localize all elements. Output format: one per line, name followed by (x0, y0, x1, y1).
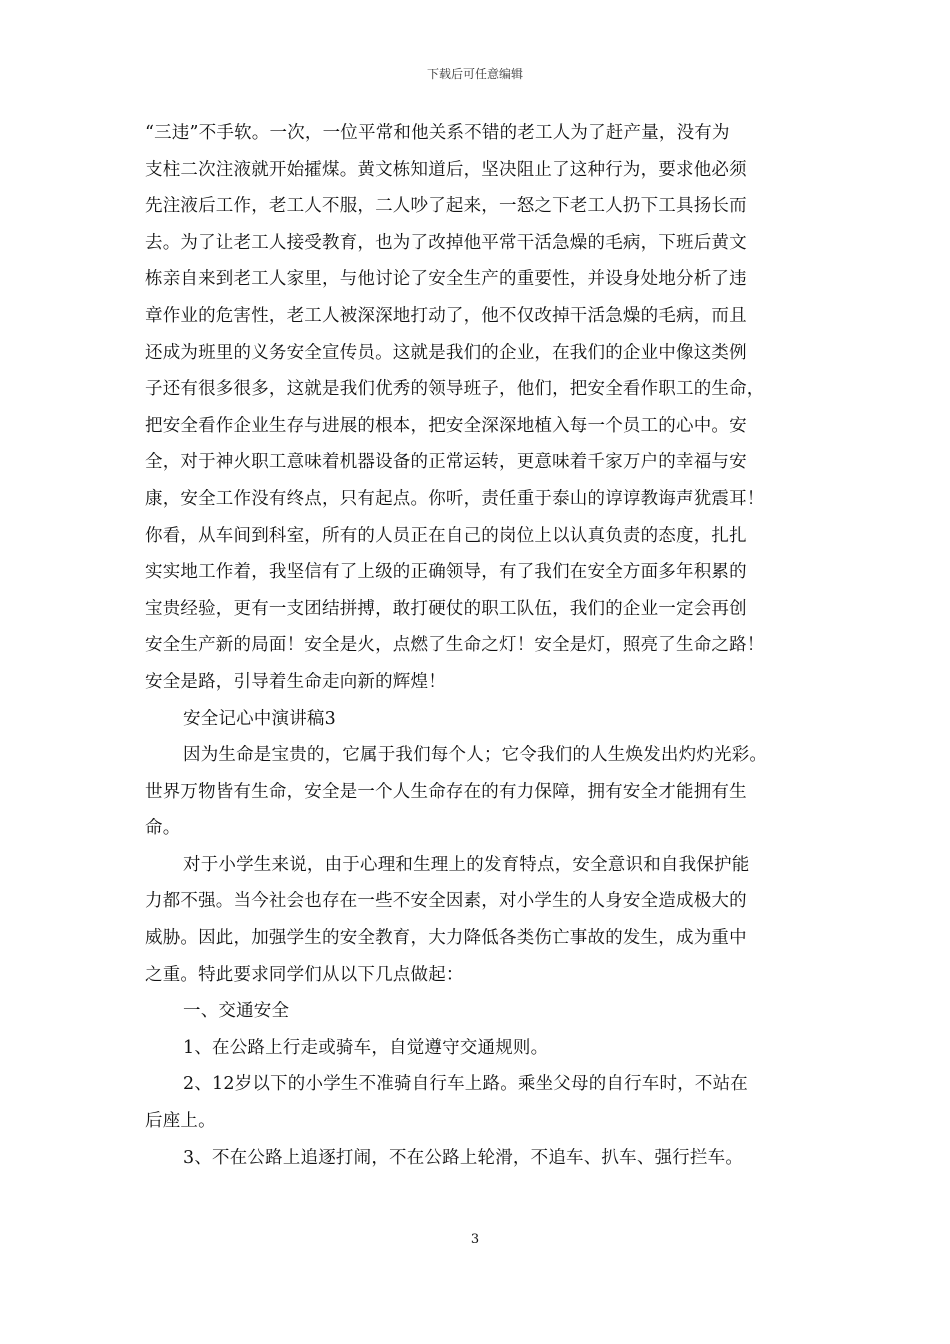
page-header: 下载后可任意编辑 (426, 67, 523, 81)
page-number: 3 (470, 1232, 480, 1247)
text-line: 3、不在公路上追逐打闹，不在公路上轮滑，不追车、扒车、强行拦车。 (183, 1147, 744, 1168)
text-line: 力都不强。当今社会也存在一些不安全因素，对小学生的人身安全造成极大的 (145, 891, 747, 912)
text-line: 对于小学生来说，由于心理和生理上的发育特点，安全意识和自我保护能 (183, 854, 750, 875)
text-line: 你看，从车间到科室，所有的人员正在自己的岗位上以认真负责的态度，扎扎 (145, 525, 747, 546)
text-line: 康，安全工作没有终点，只有起点。你听，责任重于泰山的谆谆教诲声犹震耳！ (145, 488, 765, 509)
text-line: 威胁。因此，加强学生的安全教育，大力降低各类伤亡事故的发生，成为重中 (145, 928, 747, 949)
text-line: 支柱二次注液就开始攉煤。黄文栋知道后，坚决阻止了这种行为，要求他必须 (145, 159, 747, 180)
text-line: 因为生命是宝贵的，它属于我们每个人；它令我们的人生焕发出灼灼光彩。 (183, 745, 768, 766)
document-body (145, 115, 810, 1176)
text-line: 还成为班里的义务安全宣传员。这就是我们的企业，在我们的企业中像这类例 (145, 342, 747, 363)
text-line: 去。为了让老工人接受教育，也为了改掉他平常干活急燥的毛病，下班后黄文 (145, 232, 747, 253)
text-line: 安全记心中演讲稿3 (183, 708, 336, 729)
text-line: 之重。特此要求同学们从以下几点做起： (145, 964, 464, 985)
text-line: 安全是路，引导着生命走向新的辉煌！ (145, 671, 446, 692)
text-line: 一、交通安全 (183, 1001, 290, 1022)
text-line: 栋亲自来到老工人家里，与他讨论了安全生产的重要性，并设身处地分析了违 (145, 269, 747, 290)
text-line: 先注液后工作，老工人不服，二人吵了起来，一怒之下老工人扔下工具扬长而 (145, 196, 747, 217)
text-line: 世界万物皆有生命，安全是一个人生命存在的有力保障，拥有安全才能拥有生 (145, 781, 747, 802)
text-line: 章作业的危害性，老工人被深深地打动了，他不仅改掉干活急燥的毛病，而且 (145, 305, 747, 326)
text-line: 安全生产新的局面！安全是火，点燃了生命之灯！安全是灯，照亮了生命之路！ (145, 635, 765, 656)
text-line: 1、在公路上行走或骑车，自觉遵守交通规则。 (183, 1037, 549, 1058)
text-line: 全，对于神火职工意味着机器设备的正常运转，更意味着千家万户的幸福与安 (145, 452, 747, 473)
text-line: 后座上。 (145, 1111, 216, 1132)
text-line: 把安全看作企业生存与进展的根本，把安全深深地植入每一个员工的心中。安 (145, 415, 747, 436)
text-line: “三违”不手软。一次，一位平常和他关系不错的老工人为了赶产量，没有为 (145, 123, 730, 143)
text-line: 实实地工作着，我坚信有了上级的正确领导，有了我们在安全方面多年积累的 (145, 562, 747, 583)
text-line: 2、12岁以下的小学生不准骑自行车上路。乘坐父母的自行车时，不站在 (183, 1074, 748, 1095)
text-line: 子还有很多很多，这就是我们优秀的领导班子，他们，把安全看作职工的生命， (145, 379, 765, 400)
text-line: 宝贵经验，更有一支团结拼搏，敢打硬仗的职工队伍，我们的企业一定会再创 (145, 598, 747, 619)
text-line: 命。 (145, 818, 181, 839)
